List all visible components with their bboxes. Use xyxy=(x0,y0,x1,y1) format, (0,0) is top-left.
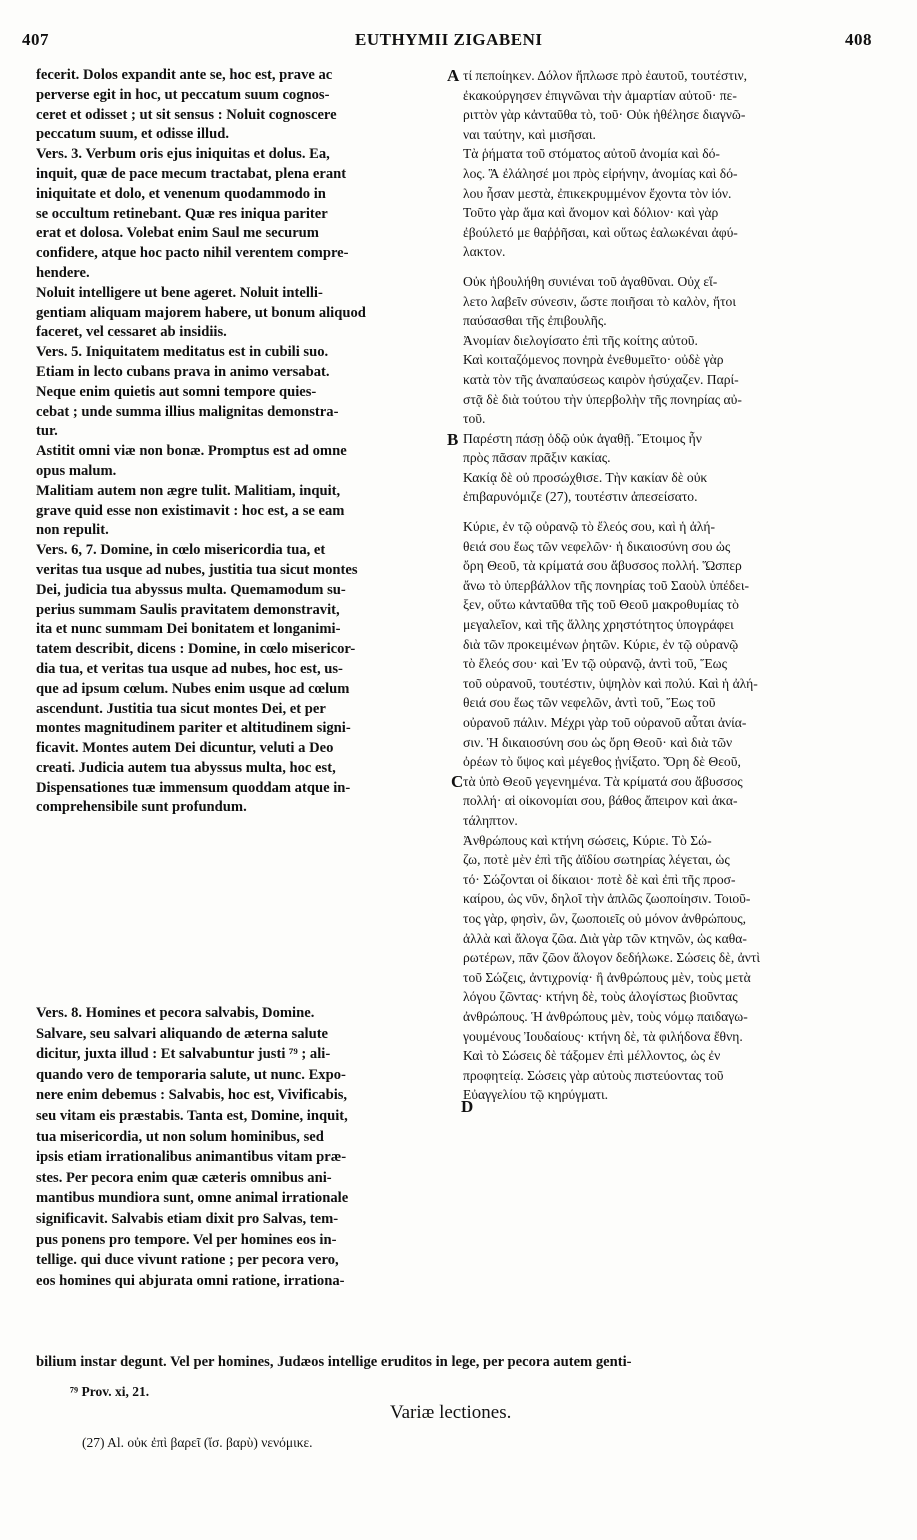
latin-line: creati. Judicia autem tua abyssus multa, hoc est, xyxy=(36,759,336,776)
latin-line: grave quid esse non existimavit : hoc est, a se eam xyxy=(36,502,345,519)
greek-line: μεγαλεῖον, καὶ τῆς ἄλλης χρηστότητος ὑπογράφει xyxy=(463,617,734,633)
latin-line: confidere, atque hoc pacto nihil verentem compre- xyxy=(36,245,349,262)
greek-line: ἀλλὰ καὶ ἄλογα ζῶα. Διὰ γὰρ τῶν κτηνῶν, ὡς καθα- xyxy=(463,930,747,946)
running-title: EUTHYMII ZIGABENI xyxy=(355,30,543,49)
greek-line: Τὰ ῥήματα τοῦ στόματος αὐτοῦ ἀνομία καὶ δό- xyxy=(463,146,720,162)
latin-line: tua misericordia, ut non solum hominibus, sed xyxy=(36,1128,324,1145)
greek-line: ἐπιβαρυνόμιζε (27), τουτέστιν ἀπεσείσατο. xyxy=(463,489,698,505)
greek-line: γουμένους Ἰουδαίους· κτήνη δὲ, τὰ φιλήδονα ἔθνη. xyxy=(463,1028,743,1044)
greek-line: Οὐκ ἠβουλήθη συνιέναι τοῦ ἀγαθῦναι. Οὐχ εἵ- xyxy=(463,273,718,289)
latin-column-bottom xyxy=(36,1003,448,1291)
greek-line: τό· Σώζονται οἱ δίκαιοι· ποτὲ δὲ καὶ ἐπὶ τῆς προσ- xyxy=(463,871,736,887)
variae-lectiones-note: (27) Al. οὐκ ἐπὶ βαρεῖ (ἴσ. βαρὺ) νενόμικε. xyxy=(82,1435,313,1450)
margin-letter-d: D xyxy=(461,1097,474,1116)
latin-line: Dispensationes tuæ immensum quoddam atque in- xyxy=(36,779,351,796)
latin-line: se occultum retinebant. Quæ res iniqua pariter xyxy=(36,205,328,222)
latin-line: Salvare, seu salvari aliquando de æterna salute xyxy=(36,1025,329,1042)
greek-line: ἐκακούργησεν ἐπιγνῶναι τὴν ἁμαρτίαν αὐτοῦ· πε- xyxy=(463,87,737,103)
variae-lectiones-title: Variæ lectiones. xyxy=(390,1402,512,1423)
greek-line: Καὶ τὸ Σώσεις δὲ τάξομεν ἐπὶ μέλλοντος, ὡς ἐν xyxy=(463,1048,721,1064)
latin-line: veritas tua usque ad nubes, justitia tua sicut montes xyxy=(36,561,358,578)
latin-line: seu vitam eis præstabis. Tanta est, Domine, inquit, xyxy=(36,1107,348,1124)
latin-line: dicitur, juxta illud : Et salvabuntur justi ⁷⁹ ; ali- xyxy=(36,1046,331,1063)
greek-line: στᾷ δὲ διὰ τούτου τὴν ὑπερβολὴν τῆς πονηρίας αὐ- xyxy=(463,391,742,407)
margin-letter-a: A xyxy=(447,66,460,85)
latin-line: fecerit. Dolos expandit ante se, hoc est, prave ac xyxy=(36,67,333,83)
greek-line: οὐρανοῦ πάλιν. Μέχρι γὰρ τοῦ οὐρανοῦ αὗται ἀνία- xyxy=(463,715,747,730)
latin-line: significavit. Salvabis etiam dixit pro Salvas, tem- xyxy=(36,1210,339,1227)
greek-line: Ἀνθρώπους καὶ κτήνη σώσεις, Κύριε. Τὸ Σώ- xyxy=(463,832,712,848)
greek-line: λακτον. xyxy=(463,244,506,260)
greek-line: τὰ ὑπὸ Θεοῦ γεγενημένα. Τὰ κρίματά σου ἄβυσσος xyxy=(463,773,743,789)
greek-line: Καὶ κοιταζόμενος πονηρὰ ἐνεθυμεῖτο· οὐδὲ γὰρ xyxy=(463,352,724,368)
latin-line: dia tua, et veritas tua usque ad nubes, hoc est, us- xyxy=(36,660,343,677)
greek-line: ναι ταύτην, καὶ μισῆσαι. xyxy=(463,126,596,142)
greek-line: ριττὸν γὰρ κἀνταῦθα τὸ, τοῦ· Οὐκ ἠθέλησε διαγνῶ- xyxy=(463,107,746,123)
latin-line: Vers. 5. Iniquitatem meditatus est in cubili suo. xyxy=(36,344,329,361)
greek-line: τος γὰρ, φησὶν, ὢν, ζωοποιεῖς οὐ μόνον ἀνθρώπους, xyxy=(463,910,747,926)
latin-line: perverse egit in hoc, ut peccatum suum cognos- xyxy=(36,86,330,103)
greek-line: τί πεποίηκεν. Δόλον ἤπλωσε πρὸ ἑαυτοῦ, τουτέστιν, xyxy=(463,68,748,83)
greek-column xyxy=(463,66,883,1105)
greek-line: λου ἦσαν μεστὰ, ἐπικεκρυμμένον ἔχοντα τὸν ἰόν. xyxy=(463,185,732,201)
latin-line: montes magnitudinem pariter et altitudinem signi- xyxy=(36,720,351,737)
greek-line: πρὸς πᾶσαν πρᾶξιν κακίας. xyxy=(463,450,611,466)
greek-line: προφητείᾳ. Σώσεις γὰρ αὐτοὺς πιστεύοντας τοῦ xyxy=(463,1067,724,1083)
latin-line: ipsis etiam irrationalibus animantibus vitam præ- xyxy=(36,1149,347,1166)
latin-line: gentiam aliquam majorem habere, ut bonum aliquod xyxy=(36,304,366,321)
latin-line: quando vero de temporaria salute, ut nunc. Expo- xyxy=(36,1066,346,1083)
greek-line: Εὐαγγελίου τῷ κηρύγματι. xyxy=(463,1087,609,1103)
greek-line: πολλή· αἱ οἰκονομίαι σου, βάθος ἄπειρον καὶ ἀκα- xyxy=(463,793,738,809)
latin-line: opus malum. xyxy=(36,462,117,479)
latin-line: perius summam Saulis pravitatem demonstravit, xyxy=(36,601,340,618)
latin-line: inquit, quæ de pace mecum tractabat, plena erant xyxy=(36,165,347,182)
latin-line: erat et dolosa. Volebat enim Saul me securum xyxy=(36,225,319,242)
latin-line: Vers. 3. Verbum oris ejus iniquitas et dolus. Ea, xyxy=(36,146,330,163)
latin-line: Astitit omni viæ non bonæ. Promptus est ad omne xyxy=(36,443,347,460)
latin-line: non repulit. xyxy=(36,522,109,539)
greek-line: ἀνθρώπους. Ἡ ἀνθρώπους μὲν, τοὺς νόμῳ παιδαγω- xyxy=(463,1008,748,1024)
margin-letter-b: B xyxy=(447,430,459,449)
latin-line: Vers. 6, 7. Domine, in cœlo misericordia tua, et xyxy=(36,542,326,559)
greek-line: λος. Ἃ ἐλάλησέ μοι πρὸς εἰρήνην, ἀνομίας καὶ δό- xyxy=(463,165,738,181)
greek-line: σιν. Ἡ δικαιοσύνη σου ὡς ὄρη Θεοῦ· καὶ διὰ τῶν xyxy=(463,734,733,750)
latin-line: Noluit intelligere ut bene ageret. Noluit intelli- xyxy=(36,284,323,301)
latin-line: mantibus mundiora sunt, omne animal irrationale xyxy=(36,1190,349,1207)
greek-line: Κακίᾳ δὲ οὐ προσώχθισε. Τὴν κακίαν δὲ οὐκ xyxy=(463,469,708,485)
greek-line: παύσασθαι τῆς ἐπιβουλῆς. xyxy=(463,313,607,329)
latin-line: tatem describit, dicens : Domine, in cœlo misericor- xyxy=(36,641,356,658)
latin-line: iniquitate et dolo, et venenum quodammodo in xyxy=(36,185,326,202)
greek-line: ρωτέρων, πᾶν ζῶον ἄλογον δεδήλωκε. Σώσεις δὲ, ἀντὶ xyxy=(463,950,761,966)
latin-line: pus ponens pro tempore. Vel per homines eos in- xyxy=(36,1231,337,1248)
latin-line: stes. Per pecora enim quæ cæteris omnibus ani- xyxy=(36,1169,332,1186)
latin-line: tellige. qui duce vivunt ratione ; per pecora vero, xyxy=(36,1252,339,1269)
latin-column-top xyxy=(36,66,448,818)
greek-line: ζω, ποτὲ μὲν ἐπὶ τῆς ἀϊδίου σωτηρίας λέγεται, ὡς xyxy=(463,852,730,868)
page-number-right: 408 xyxy=(845,30,872,49)
latin-line: faceret, vel cessaret ab insidiis. xyxy=(36,324,227,341)
latin-line: tur. xyxy=(36,423,58,440)
latin-line: ascendunt. Justitia tua sicut montes Dei, et per xyxy=(36,700,326,717)
greek-line: ἄνω τὸ ὑπερβάλλον τῆς πονηρίας τοῦ Σαοὺλ ὑπέδει- xyxy=(463,577,750,593)
paragraph-gap xyxy=(463,507,883,517)
latin-line: Etiam in lecto cubans prava in animo versabat. xyxy=(36,363,330,380)
latin-line: Malitiam autem non ægre tulit. Malitiam, inquit, xyxy=(36,482,341,499)
latin-line: comprehensibile sunt profundum. xyxy=(36,799,247,816)
latin-line: ficavit. Montes autem Dei dicuntur, veluti a Deo xyxy=(36,740,334,757)
latin-line: eos homines qui abjurata omni ratione, irrationa- xyxy=(36,1272,345,1289)
greek-line: ὀρέων τὸ ὕψος καὶ μέγεθος ᾐνίξατο. Ὄρη δὲ Θεοῦ, xyxy=(463,754,741,770)
greek-line: κατὰ τὸν τῆς ἀναπαύσεως καιρὸν ἡσύχαζεν. Παρί- xyxy=(463,371,739,387)
latin-line: ita et nunc summam Dei bonitatem et longanimi- xyxy=(36,621,341,638)
greek-line: Παρέστη πάσῃ ὁδῷ οὐκ ἀγαθῇ. Ἕτοιμος ἦν xyxy=(463,430,702,446)
latin-line: peccatum suum, et odisse illud. xyxy=(36,126,229,143)
latin-last-line: bilium instar degunt. Vel per homines, Judæos intellige eruditos in lege, per pecora autem genti- xyxy=(36,1354,632,1370)
greek-line: Κύριε, ἐν τῷ οὐρανῷ τὸ ἔλεός σου, καὶ ἡ ἀλή- xyxy=(463,519,716,535)
latin-line: Neque enim quietis aut somni tempore quies- xyxy=(36,383,317,400)
latin-line: Vers. 8. Homines et pecora salvabis, Domine. xyxy=(36,1005,315,1021)
latin-line: cebat ; unde summa illius malignitas demonstra- xyxy=(36,403,339,420)
greek-line: Ἀνομίαν διελογίσατο ἐπὶ τῆς κοίτης αὐτοῦ. xyxy=(463,332,698,348)
greek-line: τὸ ἔλεός σου· καὶ Ἐν τῷ οὐρανῷ, ἀντὶ τοῦ, Ἕως xyxy=(463,656,727,672)
footnote: ⁷⁹ Prov. xi, 21. xyxy=(70,1384,150,1399)
greek-line: λετο λαβεῖν σύνεσιν, ὥστε ποιῆσαι τὸ καλὸν, ἤτοι xyxy=(463,293,736,309)
greek-line: θειά σου ἕως τῶν νεφελῶν· ἡ δικαιοσύνη σου ὡς xyxy=(463,538,731,554)
page-number-left: 407 xyxy=(22,30,49,49)
latin-line: que ad ipsum cœlum. Nubes enim usque ad cœlum xyxy=(36,680,350,697)
greek-line: θειά σου ἕως τῶν νεφελῶν, ἀντὶ τοῦ, Ἕως τοῦ xyxy=(463,695,716,711)
latin-line: ceret et odisset ; ut sit sensus : Noluit cognoscere xyxy=(36,106,337,123)
latin-line: nere enim debemus : Salvabis, hoc est, Vivificabis, xyxy=(36,1087,348,1104)
greek-line: τοῦ Σώζεις, ἀντιχρονίᾳ· ἢ ἀνθρώπους μὲν, τοὺς μετὰ xyxy=(463,969,751,985)
greek-line: τάληπτον. xyxy=(463,812,518,828)
greek-line: τοῦ. xyxy=(463,411,486,427)
greek-line: Τοῦτο γὰρ ἅμα καὶ ἄνομον καὶ δόλιον· καὶ γὰρ xyxy=(463,205,719,221)
margin-letter-c: C xyxy=(451,772,464,791)
greek-line: ἐβούλετό με θαῤῥῆσαι, καὶ οὕτως ἑαλωκέναι ἀφύ- xyxy=(463,224,738,240)
greek-line: διὰ τῶν προκειμένων ῥητῶν. Κύριε, ἐν τῷ οὐρανῷ xyxy=(463,636,739,652)
greek-line: καίρου, ὡς νῦν, δηλοῖ τὴν ἁπλῶς ζωοποίησιν. Τοιοῦ- xyxy=(463,891,751,907)
latin-line: Dei, judicia tua abyssus multa. Quemamodum su- xyxy=(36,581,346,598)
greek-line: ὄρη Θεοῦ, τὰ κρίματά σου ἄβυσσος πολλή. Ὥσπερ xyxy=(463,558,742,574)
paragraph-gap xyxy=(463,262,883,272)
greek-line: τοῦ οὐρανοῦ, τουτέστιν, ὑψηλὸν καὶ πολύ. Καὶ ἡ ἀλή- xyxy=(463,675,758,691)
greek-line: ξεν, οὕτω κἀνταῦθα τῆς τοῦ Θεοῦ μακροθυμίας τὸ xyxy=(463,597,739,613)
latin-line: hendere. xyxy=(36,264,90,281)
greek-line: λόγου ζῶντας· κτήνη δὲ, τοὺς ἀλογίστως βιοῦντας xyxy=(463,989,738,1005)
